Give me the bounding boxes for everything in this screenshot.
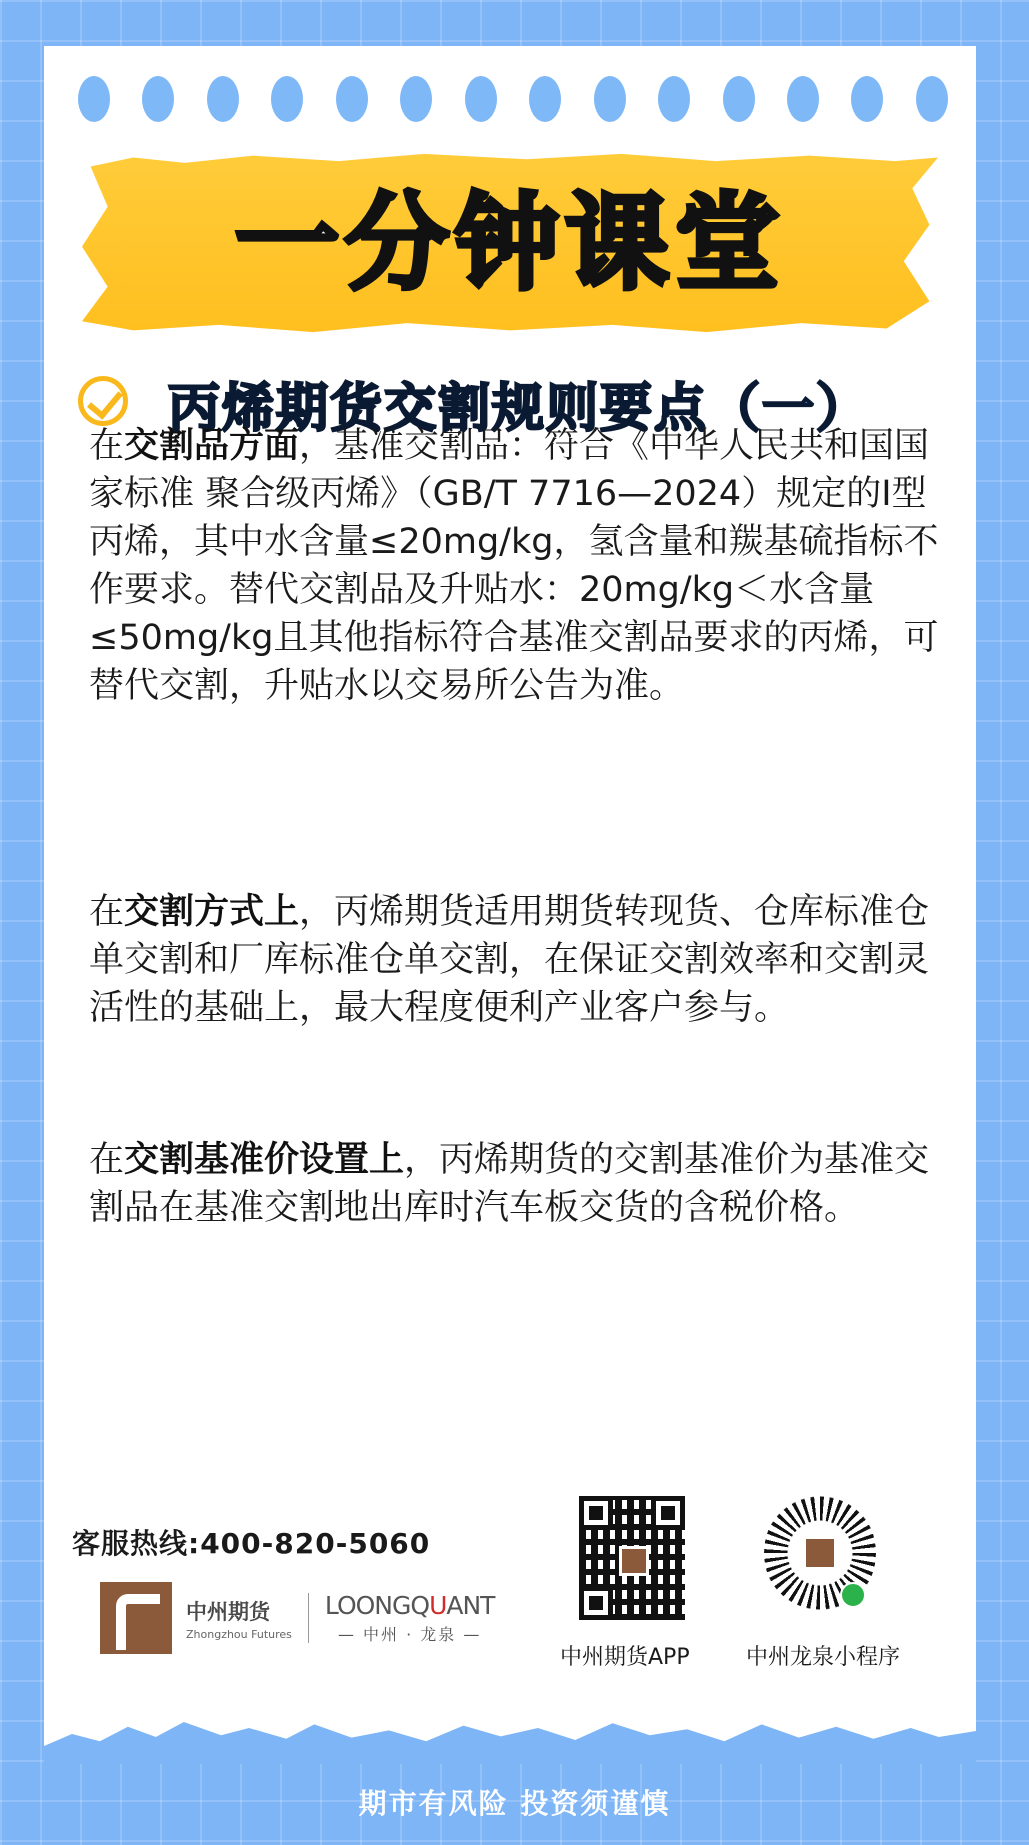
miniprogram-caption: 中州龙泉小程序: [746, 1645, 901, 1670]
paragraph-text: ，丙烯期货适用期货转现货、仓库标准仓单交割和厂库标准仓单交割，在保证交割效率和交割灵活性的基础上，最大程度便利产业客户参与。: [89, 892, 930, 1028]
paragraph-emphasis: 交割品方面: [124, 426, 300, 466]
paragraph-emphasis: 交割方式上: [124, 892, 300, 932]
risk-warning: 期市有风险 投资须谨慎: [358, 1787, 671, 1820]
binder-hole: [723, 76, 755, 122]
binder-hole: [594, 76, 626, 122]
zhongzhou-name-cn: 中州期货: [186, 1599, 270, 1624]
qr-finder-pattern: [651, 1496, 685, 1530]
paragraph-delivery-method: [89, 888, 959, 1032]
app-qr-caption: 中州期货APP: [560, 1645, 690, 1670]
zhongzhou-name-en: Zhongzhou Futures: [186, 1627, 292, 1641]
app-qr-code[interactable]: [579, 1496, 685, 1620]
paragraph-text: ，丙烯期货的交割基准价为基准交割品在基准交割地出库时汽车板交货的含税价格。: [89, 1140, 930, 1228]
check-circle-icon: [78, 376, 128, 426]
paragraph-lead: 在: [89, 1140, 125, 1180]
binder-hole: [916, 76, 948, 122]
qr-finder-pattern: [579, 1496, 613, 1530]
page-title: 一分钟课堂: [234, 182, 785, 304]
binder-hole: [851, 76, 883, 122]
paragraph-benchmark-price: [89, 1136, 959, 1232]
binder-hole: [400, 76, 432, 122]
binder-hole: [271, 76, 303, 122]
paragraph-delivery-goods: [89, 422, 959, 710]
loongquant-name-en: [325, 1591, 495, 1620]
zhongzhou-logo-text: [186, 1596, 292, 1641]
zhongzhou-logo-icon: [100, 1582, 172, 1654]
customer-service-hotline: 客服热线:400-820-5060: [72, 1527, 431, 1560]
notepad-card: [44, 46, 976, 1746]
qr-finder-pattern: [579, 1586, 613, 1620]
binder-hole: [658, 76, 690, 122]
binder-hole: [336, 76, 368, 122]
binder-holes: [78, 76, 948, 124]
paragraph-lead: 在: [89, 892, 125, 932]
loongquant-logo: [325, 1591, 495, 1645]
qr-center-logo: [619, 1546, 649, 1576]
miniprogram-badge-icon: [840, 1582, 866, 1608]
paragraph-text: ，基准交割品：符合《中华人民共和国国家标准 聚合级丙烯》（GB/T 7716—2024）规定的I型丙烯，其中水含量≤20mg/kg，氢含量和羰基硫指标不作要求。替代交割品及升贴水：20mg/kg＜水含量≤50mg/kg且其他指标符合基准交割品要求的丙烯，可替代交割，升贴水以交易所公告为准。: [89, 426, 939, 706]
binder-hole: [787, 76, 819, 122]
binder-hole: [142, 76, 174, 122]
binder-hole: [207, 76, 239, 122]
loongquant-name-cn: — 中州 · 龙泉 —: [337, 1625, 482, 1644]
binder-hole: [78, 76, 110, 122]
loongquant-name-part: LOONGQ: [324, 1591, 430, 1620]
binder-hole: [465, 76, 497, 122]
paragraph-lead: 在: [89, 426, 125, 466]
loongquant-name-part: ANT: [446, 1591, 495, 1620]
miniprogram-code-center: [790, 1522, 850, 1584]
page-subtitle: 丙烯期货交割规则要点（一）: [168, 379, 871, 439]
brand-logos: [100, 1582, 494, 1654]
loongquant-name-accent: U: [429, 1591, 447, 1620]
miniprogram-logo: [806, 1539, 834, 1567]
logo-divider: [308, 1593, 309, 1643]
binder-hole: [529, 76, 561, 122]
paragraph-emphasis: 交割基准价设置上: [124, 1140, 405, 1180]
